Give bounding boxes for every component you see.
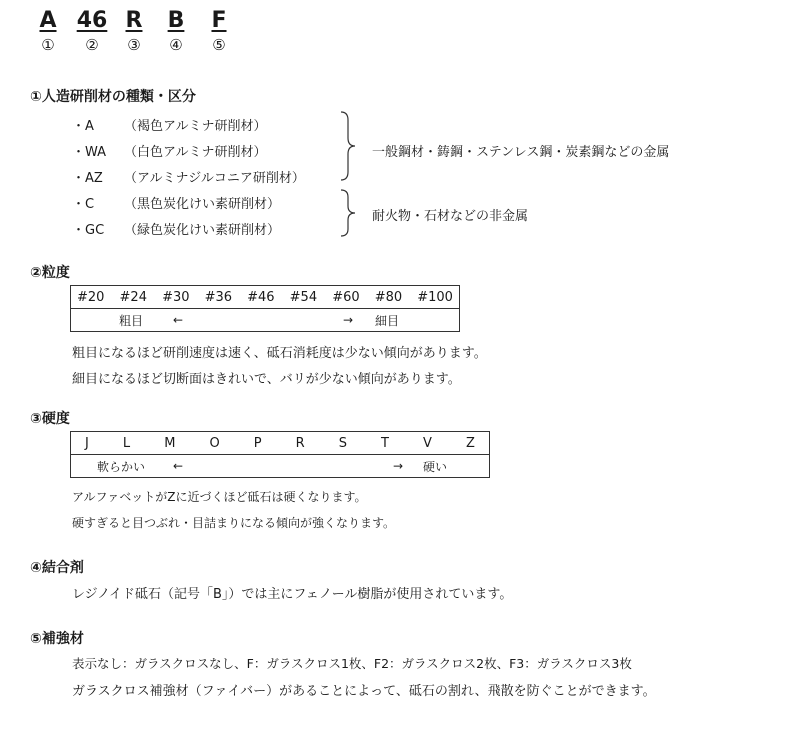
abrasive-desc-wa: （白色アルミナ研削材） xyxy=(124,145,267,160)
code-letter-5: F xyxy=(211,8,227,33)
brace-nonmetals xyxy=(338,188,360,238)
hard-label: 硬い xyxy=(423,459,448,474)
hardness-table xyxy=(70,431,490,478)
right-arrow-icon: → xyxy=(393,459,404,473)
abrasive-code-gc: ・GC xyxy=(72,223,105,238)
grit-value: #80 xyxy=(374,289,403,305)
abrasive-code-az: ・AZ xyxy=(72,171,103,186)
grit-value: #100 xyxy=(417,289,453,305)
grit-row xyxy=(71,286,459,308)
fine-label: 細目 xyxy=(375,313,400,328)
hardness-grade: L xyxy=(122,435,131,451)
metals-label: 一般鋼材・鋳鋼・ステンレス鋼・炭素鋼などの金属 xyxy=(372,145,670,160)
grit-value: #36 xyxy=(204,289,233,305)
grit-value: #54 xyxy=(289,289,318,305)
hardness-grade: Z xyxy=(465,435,475,451)
code-number-3: ③ xyxy=(127,36,141,54)
grit-value: #46 xyxy=(247,289,275,305)
bond-text: レジノイド砥石（記号「B」）では主にフェノール樹脂が使用されています。 xyxy=(72,587,513,602)
abrasive-desc-gc: （緑色炭化けい素研削材） xyxy=(124,223,281,238)
abrasive-desc-az: （アルミナジルコニア研削材） xyxy=(124,171,305,186)
section-3-title: ③硬度 xyxy=(30,411,70,427)
left-arrow-icon: ← xyxy=(173,459,184,473)
grit-value: #30 xyxy=(162,289,190,305)
grit-note-2: 細目になるほど切断面はきれいで、バリが少ない傾向があります。 xyxy=(72,372,461,387)
grit-value: #20 xyxy=(77,289,105,305)
hardness-grade: R xyxy=(295,435,305,451)
section-1-title: ①人造研削材の種類・区分 xyxy=(30,89,196,105)
left-arrow-icon: ← xyxy=(173,313,184,327)
soft-label: 軟らかい xyxy=(97,459,146,474)
abrasive-code-wa: ・WA xyxy=(72,145,107,160)
code-letter-2: 46 xyxy=(76,8,108,33)
grit-table xyxy=(70,285,460,332)
abrasive-desc-c: （黒色炭化けい素研削材） xyxy=(124,197,281,212)
grit-note-1: 粗目になるほど研削速度は速く、砥石消耗度は少ない傾向があります。 xyxy=(72,346,487,361)
code-letter-3: R xyxy=(125,8,143,33)
grit-value: #24 xyxy=(119,289,147,305)
hardness-grade: O xyxy=(209,435,220,451)
abrasive-code-a: ・A xyxy=(72,119,94,134)
code-number-1: ① xyxy=(41,36,55,54)
grit-scale-row xyxy=(71,309,459,331)
code-letter-4: B xyxy=(167,8,185,33)
code-letter-1: A xyxy=(39,8,57,33)
hardness-row xyxy=(71,432,489,454)
hardness-grade: M xyxy=(164,435,176,451)
grit-value: #60 xyxy=(332,289,360,305)
code-number-4: ④ xyxy=(169,36,183,54)
right-arrow-icon: → xyxy=(343,313,354,327)
code-number-2: ② xyxy=(85,36,99,54)
section-5-title: ⑤補強材 xyxy=(30,631,84,647)
hardness-grade: V xyxy=(423,435,432,451)
hardness-grade: T xyxy=(381,435,389,451)
code-number-5: ⑤ xyxy=(212,36,226,54)
reinforcement-text-2: ガラスクロス補強材（ファイバー）があることによって、砥石の割れ、飛散を防ぐことができます。 xyxy=(72,684,656,699)
reinforcement-text-1: 表示なし：ガラスクロスなし、F：ガラスクロス1枚、F2：ガラスクロス2枚、F3：ガラスクロス3枚 xyxy=(72,656,632,671)
coarse-label: 粗目 xyxy=(119,313,144,328)
hardness-note-1: アルファベットがZに近づくほど砥石は硬くなります。 xyxy=(72,490,367,504)
section-4-title: ④結合剤 xyxy=(30,560,84,576)
hardness-grade: S xyxy=(338,435,347,451)
hardness-grade: P xyxy=(253,435,262,451)
hardness-note-2: 硬すぎると目つぶれ・目詰まりになる傾向が強くなります。 xyxy=(72,516,396,530)
nonmetals-label: 耐火物・石材などの非金属 xyxy=(372,209,529,224)
section-2-title: ②粒度 xyxy=(30,265,70,281)
brace-metals xyxy=(338,110,360,182)
hardness-scale-row xyxy=(71,455,489,477)
abrasive-code-c: ・C xyxy=(72,197,95,212)
hardness-grade: J xyxy=(85,435,89,451)
abrasive-desc-a: （褐色アルミナ研削材） xyxy=(124,119,267,134)
